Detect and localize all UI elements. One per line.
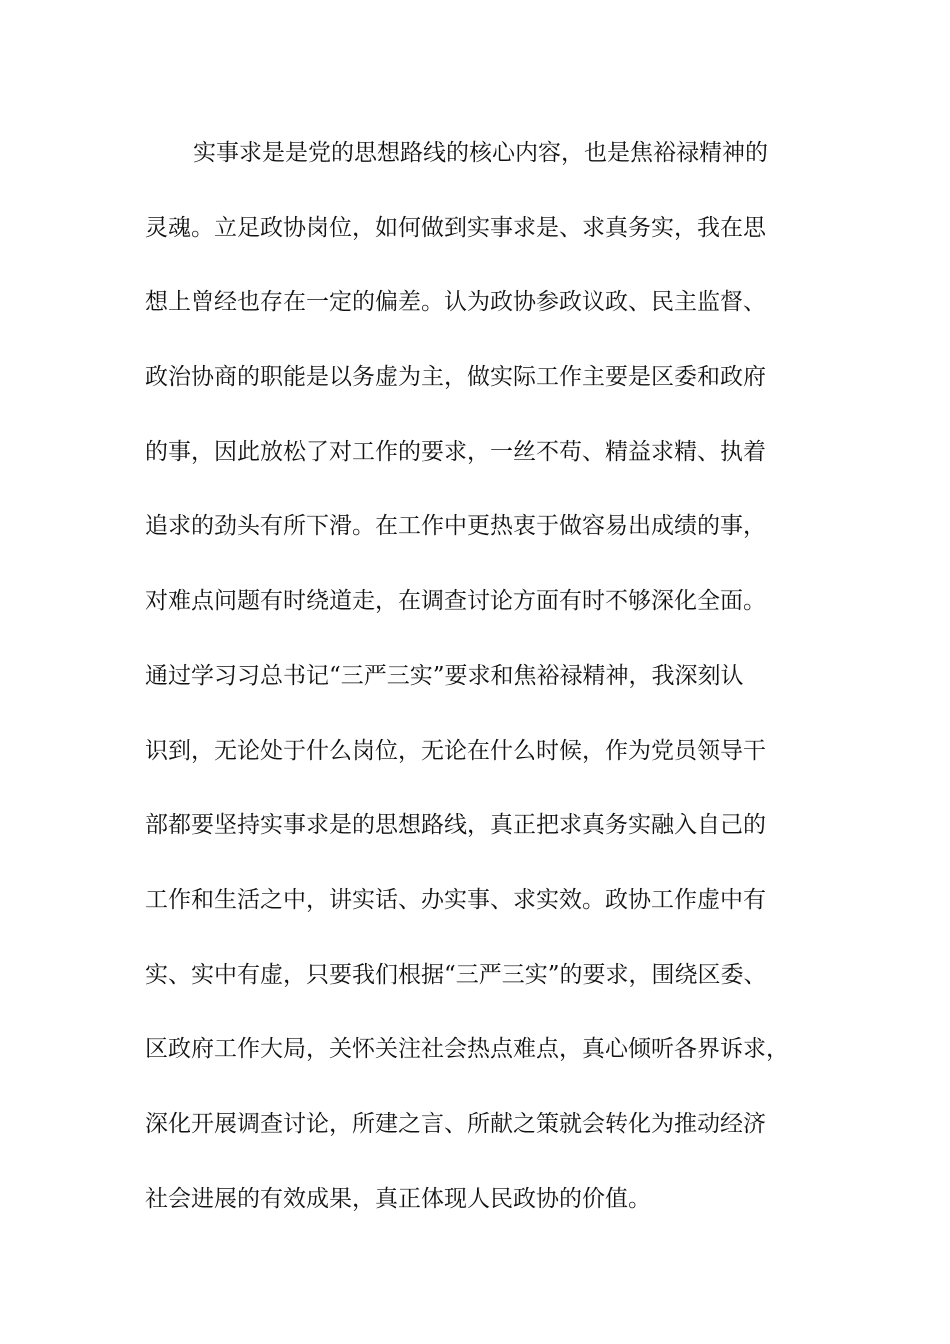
text-line-5: 的事，因此放松了对工作的要求，一丝不苟、精益求精、执着: [145, 438, 766, 465]
text-line-14: 深化开展调查讨论，所建之言、所献之策就会转化为推动经济: [145, 1110, 766, 1137]
text-line-13: 区政府工作大局，关怀关注社会热点难点，真心倾听各界诉求，: [145, 1036, 789, 1063]
text-line-4: 政治协商的职能是以务虚为主，做实际工作主要是区委和政府: [145, 364, 766, 391]
text-line-7: 对难点问题有时绕道走，在调查讨论方面有时不够深化全面。: [145, 588, 766, 615]
text-line-2: 灵魂。立足政协岗位，如何做到实事求是、求真务实，我在思: [145, 214, 766, 241]
text-line-10: 部都要坚持实事求是的思想路线，真正把求真务实融入自己的: [145, 812, 766, 839]
text-line-11: 工作和生活之中，讲实话、办实事、求实效。政协工作虚中有: [145, 886, 766, 913]
text-line-6: 追求的劲头有所下滑。在工作中更热衷于做容易出成绩的事，: [145, 513, 766, 540]
text-line-1: 实事求是是党的思想路线的核心内容，也是焦裕禄精神的: [193, 140, 768, 166]
text-line-9: 识到，无论处于什么岗位，无论在什么时候，作为党员领导干: [145, 737, 766, 764]
text-line-15: 社会进展的有效成果，真正体现人民政协的价值。: [145, 1185, 651, 1212]
body-paragraph: [145, 126, 845, 1246]
text-line-8: 通过学习习总书记“三严三实”要求和焦裕禄精神，我深刻认: [145, 662, 744, 689]
text-line-12: 实、实中有虚，只要我们根据“三严三实”的要求，围绕区委、: [145, 961, 767, 988]
text-line-3: 想上曾经也存在一定的偏差。认为政协参政议政、民主监督、: [145, 289, 766, 316]
